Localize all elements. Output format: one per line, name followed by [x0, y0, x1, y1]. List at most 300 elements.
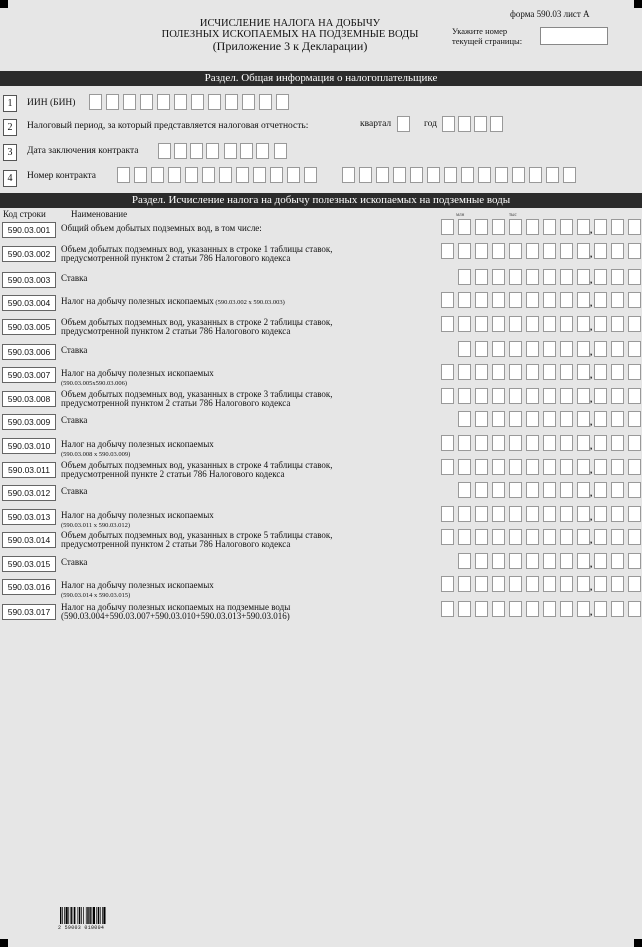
contract-number-cell[interactable]: [219, 167, 232, 183]
iin-bin-cell[interactable]: [140, 94, 153, 110]
amount-cell[interactable]: [543, 553, 556, 569]
amount-cell[interactable]: [475, 553, 488, 569]
amount-cell[interactable]: [458, 219, 471, 235]
amount-cell[interactable]: [577, 529, 593, 545]
thousand-tick-label: тыс: [509, 213, 517, 218]
iin-bin-cell[interactable]: [259, 94, 272, 110]
column-name-header: Наименование: [71, 209, 128, 219]
page-number-input[interactable]: [540, 27, 608, 45]
amount-cell[interactable]: [560, 435, 573, 451]
amount-cell[interactable]: [560, 364, 573, 380]
amount-cell[interactable]: [458, 269, 471, 285]
amount-cell[interactable]: [458, 459, 471, 475]
amount-cell[interactable]: [492, 388, 505, 404]
amount-cell[interactable]: [628, 459, 641, 475]
amount-cell[interactable]: [475, 292, 488, 308]
amount-cell[interactable]: [526, 388, 539, 404]
amount-cell[interactable]: [492, 219, 505, 235]
quarter-input[interactable]: [397, 116, 410, 132]
amount-cell[interactable]: [526, 435, 539, 451]
amount-cell[interactable]: [492, 341, 505, 357]
amount-cell[interactable]: [509, 219, 522, 235]
decimal-separator: ,: [590, 417, 593, 427]
amount-cell[interactable]: [560, 553, 573, 569]
amount-cell[interactable]: [560, 292, 573, 308]
year-cell[interactable]: [474, 116, 487, 132]
amount-cell[interactable]: [543, 341, 556, 357]
amount-cell[interactable]: [594, 364, 607, 380]
amount-cell[interactable]: [441, 388, 454, 404]
amount-cell[interactable]: [492, 364, 505, 380]
contract-number-cell[interactable]: [304, 167, 317, 183]
amount-cell[interactable]: [526, 459, 539, 475]
amount-cell[interactable]: [509, 529, 522, 545]
year-cell[interactable]: [490, 116, 503, 132]
amount-cell[interactable]: [492, 601, 505, 617]
amount-cell[interactable]: [611, 529, 624, 545]
amount-cell[interactable]: [509, 316, 522, 332]
row-label-line1: Ставка: [61, 557, 88, 567]
amount-cell[interactable]: [526, 316, 539, 332]
amount-cell[interactable]: [492, 459, 505, 475]
amount-cell[interactable]: [509, 459, 522, 475]
contract-number-cell[interactable]: [253, 167, 266, 183]
amount-cell[interactable]: [526, 529, 539, 545]
amount-cell[interactable]: [577, 292, 593, 308]
amount-cell[interactable]: [492, 576, 505, 592]
amount-cell[interactable]: [458, 482, 471, 498]
amount-cell[interactable]: [628, 529, 641, 545]
amount-cell[interactable]: [611, 506, 624, 522]
amount-cell[interactable]: [441, 364, 454, 380]
amount-cell[interactable]: [543, 411, 556, 427]
amount-cell[interactable]: [594, 316, 607, 332]
amount-cell[interactable]: [560, 576, 573, 592]
amount-cell[interactable]: [611, 292, 624, 308]
amount-cell[interactable]: [560, 506, 573, 522]
amount-cell[interactable]: [509, 435, 522, 451]
amount-cell[interactable]: [594, 435, 607, 451]
amount-cell[interactable]: [526, 292, 539, 308]
amount-cell[interactable]: [475, 388, 488, 404]
decimal-separator: ,: [590, 275, 593, 285]
contract-number-cell[interactable]: [444, 167, 457, 183]
amount-cell[interactable]: [543, 601, 556, 617]
amount-cell[interactable]: [543, 364, 556, 380]
row-label-line1: Налог на добычу полезных ископаемых: [61, 296, 214, 306]
corner-mark-bottom-right: [634, 939, 642, 947]
row-label: [61, 224, 262, 233]
amount-cell[interactable]: [509, 576, 522, 592]
row-label: [61, 416, 87, 425]
amount-cell[interactable]: [560, 219, 573, 235]
amount-cell[interactable]: [526, 411, 539, 427]
amount-cell[interactable]: [594, 506, 607, 522]
amount-cell[interactable]: [577, 316, 593, 332]
amount-cell[interactable]: [560, 601, 573, 617]
row-code: 590.03.009: [2, 414, 56, 430]
amount-cell[interactable]: [475, 364, 488, 380]
amount-cell[interactable]: [441, 576, 454, 592]
amount-cell[interactable]: [458, 576, 471, 592]
column-code-header: Код строки: [3, 209, 46, 219]
amount-cell[interactable]: [441, 219, 454, 235]
amount-cell[interactable]: [628, 411, 641, 427]
amount-cell[interactable]: [560, 411, 573, 427]
amount-cell[interactable]: [492, 243, 505, 259]
contract-date-cell[interactable]: [224, 143, 237, 159]
amount-cell[interactable]: [509, 553, 522, 569]
contract-number-cell[interactable]: [168, 167, 181, 183]
contract-number-cell[interactable]: [342, 167, 355, 183]
form-title-line2: ПОЛЕЗНЫХ ИСКОПАЕМЫХ НА ПОДЗЕМНЫЕ ВОДЫ: [161, 29, 419, 40]
contract-number-cell[interactable]: [185, 167, 198, 183]
amount-cell[interactable]: [594, 341, 607, 357]
amount-cell[interactable]: [543, 506, 556, 522]
amount-cell[interactable]: [628, 506, 641, 522]
iin-bin-cell[interactable]: [89, 94, 102, 110]
iin-bin-cell[interactable]: [123, 94, 136, 110]
amount-cell[interactable]: [594, 411, 607, 427]
iin-bin-cell[interactable]: [208, 94, 221, 110]
iin-bin-cell[interactable]: [174, 94, 187, 110]
amount-cell[interactable]: [475, 506, 488, 522]
amount-cell[interactable]: [458, 601, 471, 617]
amount-cell[interactable]: [628, 341, 641, 357]
amount-cell[interactable]: [475, 411, 488, 427]
amount-cell[interactable]: [594, 482, 607, 498]
amount-cell[interactable]: [458, 435, 471, 451]
contract-date-cell[interactable]: [206, 143, 219, 159]
amount-cell[interactable]: [611, 576, 624, 592]
contract-number-cell[interactable]: [563, 167, 576, 183]
amount-cell[interactable]: [594, 529, 607, 545]
amount-cell[interactable]: [577, 364, 593, 380]
amount-cell[interactable]: [628, 292, 641, 308]
amount-cell[interactable]: [611, 341, 624, 357]
row-code: 590.03.008: [2, 391, 56, 407]
amount-cell[interactable]: [458, 341, 471, 357]
amount-cell[interactable]: [492, 269, 505, 285]
iin-bin-cell[interactable]: [191, 94, 204, 110]
amount-cell[interactable]: [492, 292, 505, 308]
amount-cell[interactable]: [526, 553, 539, 569]
amount-cell[interactable]: [594, 269, 607, 285]
amount-cell[interactable]: [492, 316, 505, 332]
amount-cell[interactable]: [577, 553, 593, 569]
amount-cell[interactable]: [543, 292, 556, 308]
amount-cell[interactable]: [594, 243, 607, 259]
iin-bin-cell[interactable]: [225, 94, 238, 110]
amount-cell[interactable]: [458, 553, 471, 569]
amount-cell[interactable]: [628, 219, 641, 235]
decimal-separator: ,: [590, 512, 593, 522]
decimal-separator: ,: [590, 559, 593, 569]
amount-cell[interactable]: [526, 341, 539, 357]
amount-cell[interactable]: [628, 576, 641, 592]
section2-header: [0, 193, 642, 208]
contract-number-cell[interactable]: [478, 167, 491, 183]
amount-cell[interactable]: [611, 243, 624, 259]
amount-cell[interactable]: [560, 269, 573, 285]
iin-bin-cell[interactable]: [157, 94, 170, 110]
contract-number-cell[interactable]: [495, 167, 508, 183]
row-label: [61, 511, 214, 530]
amount-cell[interactable]: [543, 576, 556, 592]
amount-cell[interactable]: [492, 529, 505, 545]
contract-number-cell[interactable]: [529, 167, 542, 183]
amount-cell[interactable]: [543, 482, 556, 498]
row-label: [61, 461, 333, 479]
amount-cell[interactable]: [543, 316, 556, 332]
amount-cell[interactable]: [475, 529, 488, 545]
row-label: [61, 531, 333, 549]
amount-cell[interactable]: [475, 269, 488, 285]
amount-cell[interactable]: [543, 269, 556, 285]
amount-cell[interactable]: [509, 243, 522, 259]
amount-cell[interactable]: [509, 506, 522, 522]
year-cell[interactable]: [442, 116, 455, 132]
contract-number-cell[interactable]: [117, 167, 130, 183]
amount-cell[interactable]: [594, 553, 607, 569]
amount-cell[interactable]: [560, 243, 573, 259]
amount-cell[interactable]: [560, 388, 573, 404]
amount-cell[interactable]: [611, 601, 624, 617]
amount-cell[interactable]: [560, 316, 573, 332]
amount-cell[interactable]: [577, 269, 593, 285]
amount-cell[interactable]: [594, 601, 607, 617]
amount-cell[interactable]: [441, 243, 454, 259]
contract-number-cell[interactable]: [393, 167, 406, 183]
amount-cell[interactable]: [509, 341, 522, 357]
amount-cell[interactable]: [458, 364, 471, 380]
amount-cell[interactable]: [526, 269, 539, 285]
amount-cell[interactable]: [441, 506, 454, 522]
amount-cell[interactable]: [526, 482, 539, 498]
row-label-line1: Объем добытых подземных вод, указанных в строке 4 таблицы ставок,: [61, 460, 333, 470]
amount-cell[interactable]: [509, 269, 522, 285]
amount-cell[interactable]: [492, 435, 505, 451]
amount-cell[interactable]: [577, 576, 593, 592]
amount-cell[interactable]: [577, 341, 593, 357]
amount-cell[interactable]: [458, 411, 471, 427]
contract-date-cell[interactable]: [256, 143, 269, 159]
amount-cell[interactable]: [458, 316, 471, 332]
amount-cell[interactable]: [628, 243, 641, 259]
year-cell[interactable]: [458, 116, 471, 132]
row-label-line2: предусмотренной пунктом 2 статьи 786 Налогового кодекса: [61, 326, 291, 336]
amount-cell[interactable]: [628, 269, 641, 285]
amount-cell[interactable]: [543, 388, 556, 404]
amount-cell[interactable]: [441, 529, 454, 545]
amount-cell[interactable]: [628, 482, 641, 498]
amount-cell[interactable]: [492, 553, 505, 569]
amount-cell[interactable]: [577, 219, 593, 235]
amount-cell[interactable]: [526, 601, 539, 617]
iin-bin-cell[interactable]: [106, 94, 119, 110]
amount-cell[interactable]: [526, 576, 539, 592]
amount-cell[interactable]: [628, 388, 641, 404]
amount-cell[interactable]: [458, 243, 471, 259]
contract-number-cell[interactable]: [427, 167, 440, 183]
decimal-separator: ,: [590, 488, 593, 498]
iin-bin-cell[interactable]: [276, 94, 289, 110]
corner-mark-top-left: [0, 0, 8, 8]
amount-cell[interactable]: [441, 292, 454, 308]
amount-cell[interactable]: [611, 459, 624, 475]
amount-cell[interactable]: [526, 364, 539, 380]
amount-cell[interactable]: [543, 529, 556, 545]
amount-cell[interactable]: [611, 269, 624, 285]
amount-cell[interactable]: [543, 219, 556, 235]
amount-cell[interactable]: [611, 316, 624, 332]
contract-number-cell[interactable]: [270, 167, 283, 183]
page-number-label-line1: Укажите номер: [452, 26, 508, 36]
amount-cell[interactable]: [509, 601, 522, 617]
contract-number-cell[interactable]: [512, 167, 525, 183]
amount-cell[interactable]: [441, 435, 454, 451]
contract-date-cell[interactable]: [274, 143, 287, 159]
contract-date-cell[interactable]: [174, 143, 187, 159]
amount-cell[interactable]: [628, 601, 641, 617]
amount-cell[interactable]: [577, 506, 593, 522]
amount-cell[interactable]: [509, 482, 522, 498]
amount-cell[interactable]: [611, 482, 624, 498]
amount-cell[interactable]: [594, 576, 607, 592]
row-formula-note: (590.03.005х590.03.006): [61, 380, 128, 387]
contract-number-cell[interactable]: [151, 167, 164, 183]
amount-cell[interactable]: [458, 292, 471, 308]
amount-cell[interactable]: [543, 243, 556, 259]
barcode-number: 2 59003 010004: [58, 925, 105, 931]
row-label-line2: предусмотренной пунктом 2 статьи 786 Налогового кодекса: [61, 253, 291, 263]
amount-cell[interactable]: [611, 553, 624, 569]
iin-bin-label: ИИН (БИН): [27, 98, 76, 108]
row-label-line2: предусмотренной пунктом 2 статьи 786 Налогового кодекса: [61, 539, 291, 549]
row-label-line1: Налог на добычу полезных ископаемых: [61, 368, 214, 378]
amount-cell[interactable]: [611, 388, 624, 404]
row-code: 590.03.015: [2, 556, 56, 572]
amount-cell[interactable]: [577, 435, 593, 451]
amount-cell[interactable]: [560, 529, 573, 545]
row-label: [61, 346, 87, 355]
contract-date-cell[interactable]: [158, 143, 171, 159]
contract-number-cell[interactable]: [461, 167, 474, 183]
amount-cell[interactable]: [492, 506, 505, 522]
contract-number-cell[interactable]: [376, 167, 389, 183]
amount-cell[interactable]: [475, 243, 488, 259]
amount-cell[interactable]: [543, 459, 556, 475]
row-code: 590.03.005: [2, 319, 56, 335]
amount-cell[interactable]: [560, 482, 573, 498]
amount-cell[interactable]: [475, 219, 488, 235]
amount-cell[interactable]: [458, 529, 471, 545]
amount-cell[interactable]: [509, 388, 522, 404]
amount-cell[interactable]: [526, 243, 539, 259]
amount-cell[interactable]: [492, 411, 505, 427]
amount-cell[interactable]: [560, 341, 573, 357]
amount-cell[interactable]: [441, 316, 454, 332]
row-code: 590.03.014: [2, 532, 56, 548]
amount-cell[interactable]: [594, 219, 607, 235]
amount-cell[interactable]: [509, 364, 522, 380]
amount-cell[interactable]: [577, 388, 593, 404]
amount-cell[interactable]: [594, 292, 607, 308]
amount-cell[interactable]: [475, 341, 488, 357]
field-number-2: 2: [3, 119, 17, 136]
contract-number-cell[interactable]: [410, 167, 423, 183]
amount-cell[interactable]: [611, 411, 624, 427]
field-number-3: 3: [3, 144, 17, 161]
row-code: 590.03.003: [2, 272, 56, 288]
contract-number-cell[interactable]: [134, 167, 147, 183]
amount-cell[interactable]: [475, 576, 488, 592]
amount-cell[interactable]: [475, 601, 488, 617]
corner-mark-bottom-left: [0, 939, 8, 947]
decimal-separator: ,: [590, 465, 593, 475]
amount-cell[interactable]: [611, 219, 624, 235]
amount-cell[interactable]: [577, 459, 593, 475]
contract-date-cell[interactable]: [240, 143, 253, 159]
amount-cell[interactable]: [543, 435, 556, 451]
contract-date-label: Дата заключения контракта: [27, 146, 139, 156]
amount-cell[interactable]: [475, 435, 488, 451]
amount-cell[interactable]: [560, 459, 573, 475]
amount-cell[interactable]: [628, 316, 641, 332]
contract-number-cell[interactable]: [359, 167, 372, 183]
amount-cell[interactable]: [611, 435, 624, 451]
amount-cell[interactable]: [577, 243, 593, 259]
amount-cell[interactable]: [577, 411, 593, 427]
amount-cell[interactable]: [577, 482, 593, 498]
contract-number-cell[interactable]: [287, 167, 300, 183]
corner-mark-top-right: [634, 0, 642, 8]
amount-cell[interactable]: [628, 553, 641, 569]
amount-cell[interactable]: [628, 364, 641, 380]
year-label: год: [424, 119, 437, 129]
row-label-line1: Объем добытых подземных вод, указанных в строке 5 таблицы ставок,: [61, 530, 333, 540]
amount-cell[interactable]: [594, 459, 607, 475]
million-tick-label: млн: [456, 213, 465, 218]
amount-cell[interactable]: [577, 601, 593, 617]
amount-cell[interactable]: [594, 388, 607, 404]
amount-cell[interactable]: [526, 219, 539, 235]
row-code: 590.03.007: [2, 367, 56, 383]
amount-cell[interactable]: [441, 601, 454, 617]
contract-number-cell[interactable]: [202, 167, 215, 183]
iin-bin-cell[interactable]: [242, 94, 255, 110]
amount-cell[interactable]: [475, 459, 488, 475]
row-label-line1: Налог на добычу полезных ископаемых на подземные воды: [61, 602, 291, 612]
amount-cell[interactable]: [509, 411, 522, 427]
row-label: [61, 487, 87, 496]
row-label: [61, 318, 333, 336]
amount-cell[interactable]: [509, 292, 522, 308]
contract-date-cell[interactable]: [190, 143, 203, 159]
amount-cell[interactable]: [611, 364, 624, 380]
amount-cell[interactable]: [441, 459, 454, 475]
amount-cell[interactable]: [628, 435, 641, 451]
contract-number-cell[interactable]: [546, 167, 559, 183]
amount-cell[interactable]: [475, 316, 488, 332]
amount-cell[interactable]: [458, 388, 471, 404]
amount-cell[interactable]: [492, 482, 505, 498]
amount-cell[interactable]: [526, 506, 539, 522]
amount-cell[interactable]: [475, 482, 488, 498]
contract-number-cell[interactable]: [236, 167, 249, 183]
decimal-separator: ,: [590, 347, 593, 357]
amount-cell[interactable]: [458, 506, 471, 522]
